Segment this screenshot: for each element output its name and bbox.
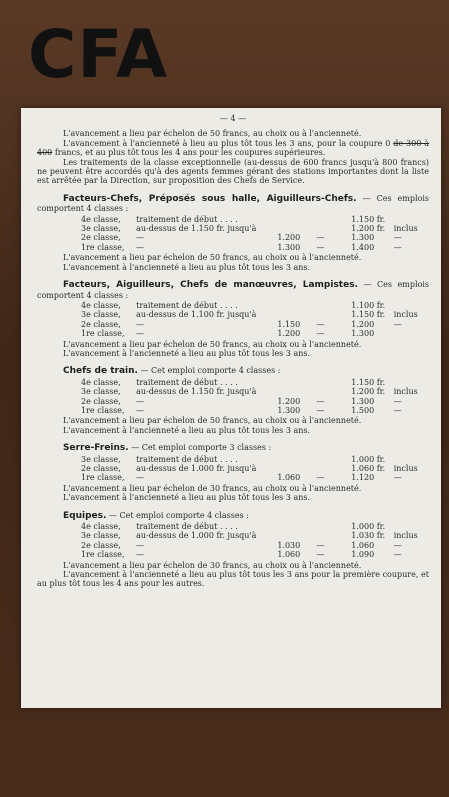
table-row xyxy=(81,387,429,396)
salary-table xyxy=(81,455,429,483)
class-cell: 2e classe, xyxy=(81,319,121,329)
description-cell: — xyxy=(136,396,145,406)
section-title: Serre-Freins. xyxy=(63,443,129,454)
separator-cell: — xyxy=(316,405,325,415)
description-cell: au-dessus de 1.000 fr. jusqu'à xyxy=(136,464,257,473)
section-heading-line xyxy=(37,194,429,214)
separator-cell: — xyxy=(316,233,325,243)
amount-cell: 1.120 xyxy=(351,473,375,483)
watermark-logo: CFA xyxy=(28,16,169,93)
suffix-cell: inclus xyxy=(393,531,418,541)
amount-from-cell: 1.060 xyxy=(277,550,301,560)
amount-from-cell xyxy=(277,464,316,473)
salary-table xyxy=(81,301,429,339)
table-row xyxy=(81,329,429,338)
class-cell: 1re classe, xyxy=(81,329,125,339)
separator-cell xyxy=(317,310,352,319)
suffix-cell xyxy=(394,215,429,224)
intro-p2-prefix: 0 xyxy=(385,138,391,148)
section-lead: — Cet emploi comporte 3 classes : xyxy=(131,443,272,453)
table-row xyxy=(81,301,429,310)
section-footnote: L'avancement à l'ancienneté a lieu au plus tôt tous les 3 ans. xyxy=(63,425,311,435)
separator-cell xyxy=(317,522,352,531)
table-row xyxy=(81,464,429,473)
separator-cell: — xyxy=(316,550,325,560)
table-row xyxy=(81,243,429,252)
description-cell: — xyxy=(136,473,145,483)
amount-from-cell: 1.150 xyxy=(277,319,301,329)
table-row xyxy=(81,310,429,319)
class-cell: 1re classe, xyxy=(81,242,125,252)
separator-cell: — xyxy=(316,540,325,550)
class-cell: 3e classe, xyxy=(81,310,121,320)
table-row xyxy=(81,550,429,559)
description-cell: — xyxy=(136,550,145,560)
section-lead: — Cet emploi comporte 4 classes : xyxy=(140,366,281,376)
suffix-cell: inclus xyxy=(393,310,418,320)
class-cell: 4e classe, xyxy=(81,522,121,532)
separator-cell xyxy=(317,387,352,396)
separator-cell xyxy=(317,301,352,310)
amount-cell: 1.200 fr. xyxy=(351,387,386,397)
amount-from-cell xyxy=(277,224,316,233)
intro-p2-part-a: L'avancement à l'ancienneté à lieu au plus tôt tous les 3 ans, pour la coupure xyxy=(63,138,383,148)
class-cell: 3e classe, xyxy=(81,387,121,397)
struck-text: de 300 à 400 xyxy=(37,138,430,158)
section-heading-line xyxy=(37,443,429,453)
salary-table xyxy=(81,522,429,560)
description-cell: — xyxy=(136,405,145,415)
section xyxy=(37,280,429,358)
separator-cell xyxy=(317,464,352,473)
suffix-cell xyxy=(394,522,429,531)
table-row xyxy=(81,455,429,464)
amount-cell: 1.300 xyxy=(351,329,375,339)
amount-from-cell xyxy=(277,215,316,224)
amount-from-cell xyxy=(277,522,316,531)
suffix-cell: — xyxy=(393,540,402,550)
suffix-cell: — xyxy=(393,319,402,329)
amount-from-cell: 1.300 xyxy=(277,242,301,252)
amount-cell: 1.200 fr. xyxy=(351,224,386,234)
separator-cell xyxy=(317,531,352,540)
suffix-cell: — xyxy=(393,396,402,406)
section-footnote: L'avancement à l'ancienneté a lieu au plus tôt tous les 3 ans pour la première coupure, et au plus tôt tous les 4 ans pour les autres. xyxy=(37,570,429,589)
intro-p2-part-b: francs, et au plus tôt tous les 4 ans pour les coupures supérieures. xyxy=(54,148,326,158)
amount-cell: 1.300 xyxy=(351,396,375,406)
class-cell: 1re classe, xyxy=(81,473,125,483)
amount-cell: 1.150 fr. xyxy=(351,214,386,224)
suffix-cell: — xyxy=(393,405,402,415)
section-title: Facteurs, Aiguilleurs, Chefs de manœuvres, Lampistes. xyxy=(63,280,358,291)
description-cell: au-dessus de 1.100 fr. jusqu'à xyxy=(136,310,257,320)
separator-cell: — xyxy=(316,396,325,406)
amount-cell: 1.060 xyxy=(351,540,375,550)
description-cell: traitement de début . . . . xyxy=(136,377,238,387)
section-lead: — Ces emplois comportent 4 classes : xyxy=(37,193,430,214)
amount-cell: 1.090 xyxy=(351,550,375,560)
section xyxy=(37,366,429,435)
suffix-cell xyxy=(394,378,429,387)
class-cell: 1re classe, xyxy=(81,405,125,415)
section-heading-line xyxy=(37,511,429,521)
class-cell: 2e classe, xyxy=(81,540,121,550)
description-cell: — xyxy=(136,242,145,252)
suffix-cell: inclus xyxy=(393,464,418,473)
amount-cell: 1.300 xyxy=(351,233,375,243)
amount-cell: 1.060 fr. xyxy=(351,464,386,473)
separator-cell: — xyxy=(316,242,325,252)
class-cell: 2e classe, xyxy=(81,396,121,406)
suffix-cell xyxy=(394,455,429,464)
separator-cell xyxy=(317,378,352,387)
suffix-cell: — xyxy=(393,473,402,483)
suffix-cell xyxy=(394,329,429,338)
sections-container xyxy=(37,194,429,589)
amount-from-cell xyxy=(277,310,316,319)
suffix-cell: inclus xyxy=(393,224,418,234)
table-row xyxy=(81,215,429,224)
description-cell: — xyxy=(136,319,145,329)
description-cell: traitement de début . . . . xyxy=(136,454,238,464)
amount-cell: 1.000 fr. xyxy=(351,454,386,464)
class-cell: 4e classe, xyxy=(81,377,121,387)
class-cell: 3e classe, xyxy=(81,224,121,234)
page-content xyxy=(37,114,429,589)
amount-from-cell xyxy=(277,301,316,310)
section-title: Facteurs-Chefs, Préposés sous halle, Aiguilleurs-Chefs. xyxy=(63,193,357,204)
amount-from-cell: 1.030 xyxy=(277,540,301,550)
amount-from-cell: 1.060 xyxy=(277,473,301,483)
section-footnote: L'avancement à l'ancienneté a lieu au plus tôt tous les 3 ans. xyxy=(63,348,311,358)
separator-cell xyxy=(317,215,352,224)
amount-from-cell xyxy=(277,531,316,540)
intro-paragraph-3: Les traitements de la classe exceptionnelle (au-dessus de 600 francs jusqu'à 800 francs) ne peuvent être accordés qu'à des agents femmes gérant des stations importantes dont la liste est arrêtée par la Direction, sur proposition des Chefs de Service. xyxy=(37,157,429,186)
amount-cell: 1.500 xyxy=(351,405,375,415)
amount-from-cell xyxy=(277,455,316,464)
amount-from-cell xyxy=(277,387,316,396)
description-cell: au-dessus de 1.150 fr. jusqu'à xyxy=(136,387,257,397)
intro-paragraph-1: L'avancement a lieu par échelon de 50 francs, au choix ou à l'ancienneté. xyxy=(63,129,362,139)
suffix-cell xyxy=(394,301,429,310)
class-cell: 2e classe, xyxy=(81,464,121,473)
suffix-cell: — xyxy=(393,242,402,252)
description-cell: — xyxy=(136,233,145,243)
section-footnote: L'avancement a lieu par échelon de 50 francs, au choix ou à l'ancienneté. xyxy=(63,339,362,349)
section-footnote: L'avancement a lieu par échelon de 50 francs, au choix ou à l'ancienneté. xyxy=(63,253,362,263)
document-page xyxy=(21,108,441,708)
table-row xyxy=(81,224,429,233)
amount-from-cell: 1.300 xyxy=(277,405,301,415)
description-cell: traitement de début . . . . xyxy=(136,300,238,310)
salary-table xyxy=(81,378,429,416)
table-row xyxy=(81,406,429,415)
section-lead: — Cet emploi comporte 4 classes : xyxy=(108,510,249,520)
section xyxy=(37,194,429,272)
section-footnote: L'avancement a lieu par échelon de 50 francs, au choix ou à l'ancienneté. xyxy=(63,416,362,426)
section xyxy=(37,511,429,589)
section-footnote: L'avancement à l'ancienneté a lieu au plus tôt tous les 3 ans. xyxy=(63,493,311,503)
section xyxy=(37,443,429,502)
description-cell: traitement de début . . . . xyxy=(136,214,238,224)
salary-table xyxy=(81,215,429,253)
intro-paragraph-2 xyxy=(37,139,429,158)
amount-from-cell: 1.200 xyxy=(277,329,301,339)
class-cell: 3e classe, xyxy=(81,454,121,464)
amount-from-cell xyxy=(277,378,316,387)
section-footnote: L'avancement a lieu par échelon de 30 francs, au choix ou à l'ancienneté. xyxy=(63,483,362,493)
table-row xyxy=(81,473,429,482)
section-heading-line xyxy=(37,366,429,376)
class-cell: 4e classe, xyxy=(81,300,121,310)
section-footnote: L'avancement a lieu par échelon de 30 francs, au choix ou à l'ancienneté. xyxy=(63,560,362,570)
description-cell: — xyxy=(136,329,145,339)
amount-cell: 1.150 fr. xyxy=(351,377,386,387)
amount-from-cell: 1.200 xyxy=(277,233,301,243)
separator-cell: — xyxy=(316,329,325,339)
separator-cell: — xyxy=(316,473,325,483)
amount-cell: 1.100 fr. xyxy=(351,300,386,310)
amount-cell: 1.400 xyxy=(351,242,375,252)
class-cell: 3e classe, xyxy=(81,531,121,541)
section-lead: — Ces emplois comportent 4 classes : xyxy=(37,280,429,300)
table-row xyxy=(81,531,429,540)
amount-cell: 1.150 fr. xyxy=(351,310,386,320)
section-heading-line xyxy=(37,280,429,300)
separator-cell xyxy=(317,455,352,464)
class-cell: 1re classe, xyxy=(81,550,125,560)
suffix-cell: — xyxy=(393,550,402,560)
description-cell: — xyxy=(136,540,145,550)
table-row xyxy=(81,320,429,329)
table-row xyxy=(81,397,429,406)
class-cell: 4e classe, xyxy=(81,214,121,224)
separator-cell: — xyxy=(316,319,325,329)
amount-from-cell: 1.200 xyxy=(277,396,301,406)
table-row xyxy=(81,378,429,387)
section-title: Equipes. xyxy=(63,510,107,521)
suffix-cell: inclus xyxy=(393,387,418,397)
separator-cell xyxy=(317,224,352,233)
class-cell: 2e classe, xyxy=(81,233,121,243)
table-row xyxy=(81,522,429,531)
suffix-cell: — xyxy=(393,233,402,243)
section-footnote: L'avancement à l'ancienneté a lieu au plus tôt tous les 3 ans. xyxy=(63,262,311,272)
description-cell: au-dessus de 1.000 fr. jusqu'à xyxy=(136,531,257,541)
section-title: Chefs de train. xyxy=(63,366,138,377)
description-cell: traitement de début . . . . xyxy=(136,522,238,532)
table-row xyxy=(81,541,429,550)
amount-cell: 1.030 fr. xyxy=(351,531,386,541)
description-cell: au-dessus de 1.150 fr. jusqu'à xyxy=(136,224,257,234)
table-row xyxy=(81,233,429,242)
amount-cell: 1.200 xyxy=(351,319,375,329)
page-number: — 4 — xyxy=(219,114,247,123)
amount-cell: 1.000 fr. xyxy=(351,522,386,532)
